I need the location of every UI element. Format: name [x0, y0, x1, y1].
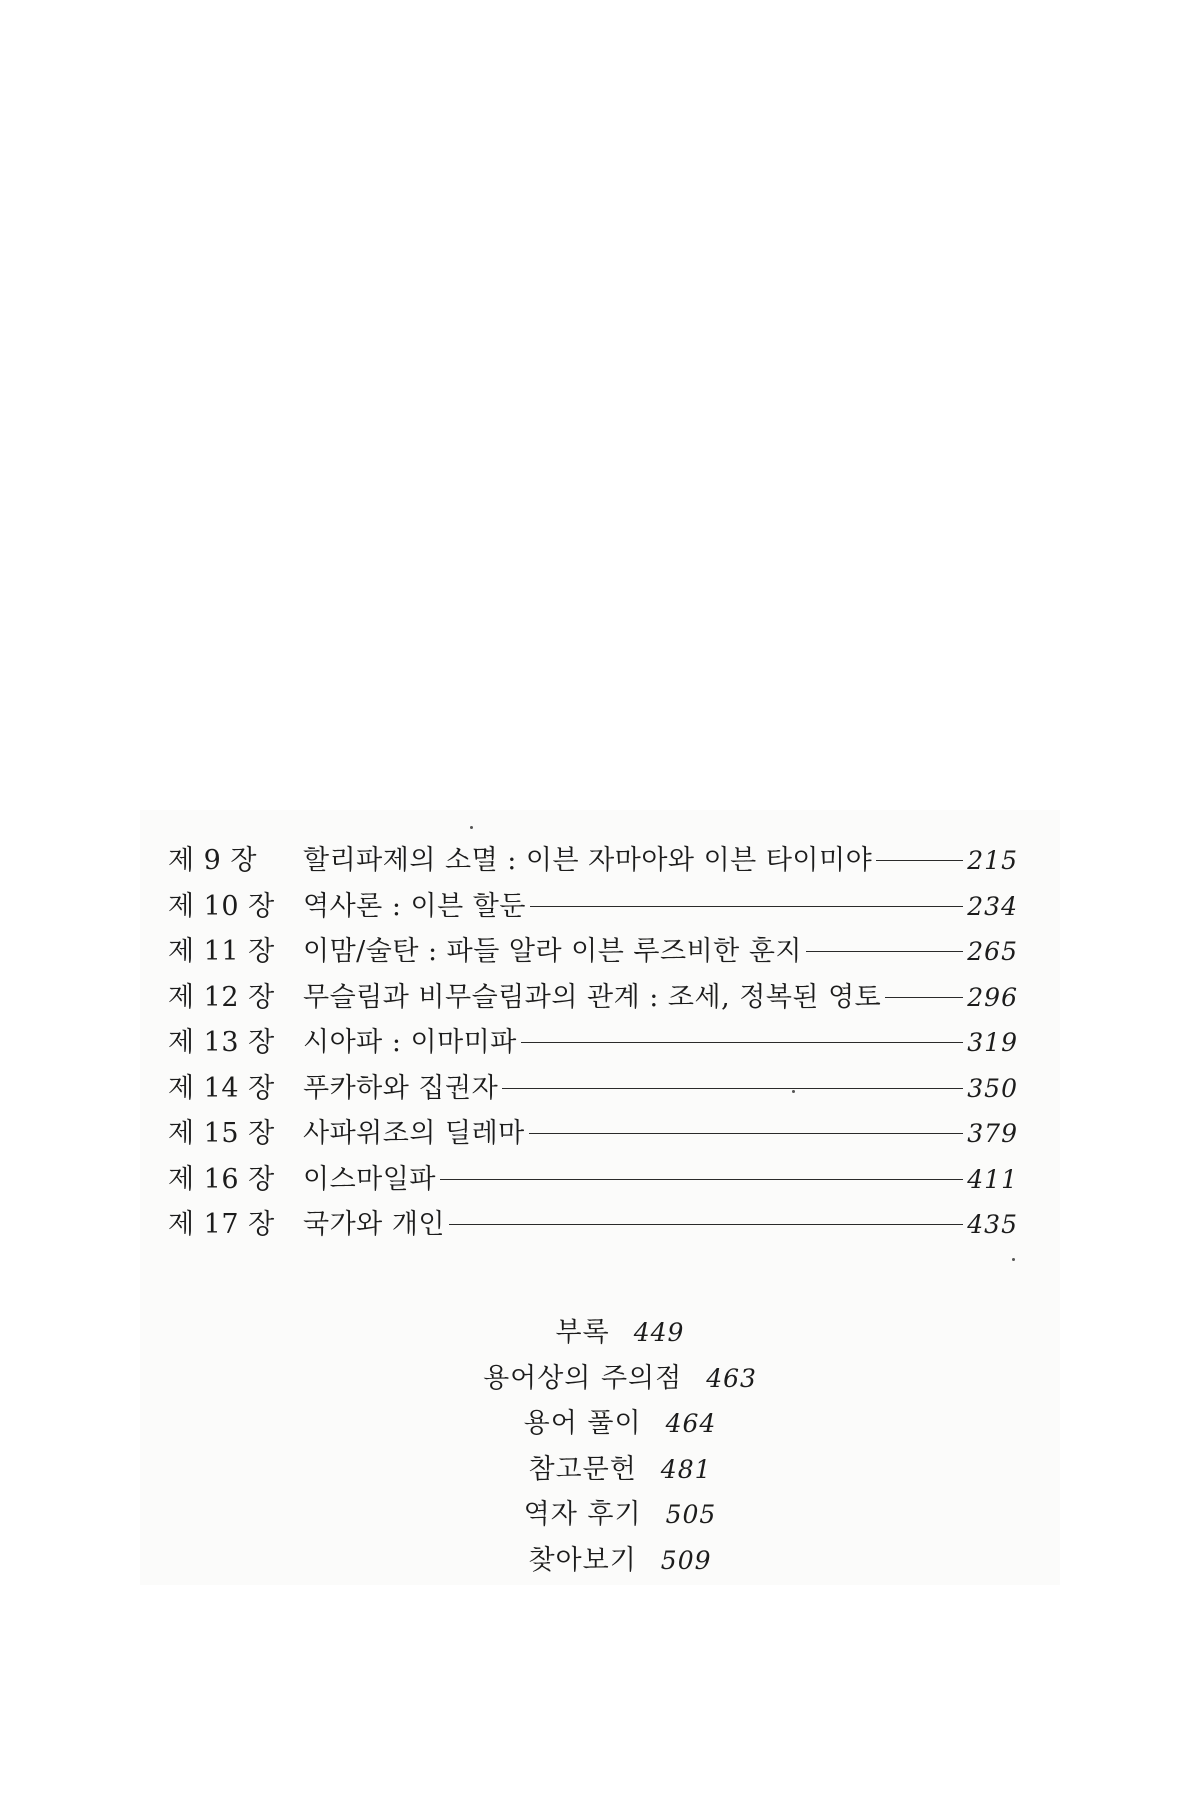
back-matter-entry	[350, 1447, 890, 1493]
toc-entry	[168, 1202, 1018, 1248]
chapter-title: 역사론 : 이븐 할둔	[303, 890, 526, 922]
toc-entry	[168, 1020, 1018, 1066]
table-of-contents	[168, 838, 1018, 1248]
page-number: 449	[633, 1318, 685, 1347]
page-number: 234	[967, 891, 1018, 921]
toc-entry	[168, 1066, 1018, 1112]
toc-entry	[168, 1157, 1018, 1203]
page-number: 319	[967, 1028, 1018, 1057]
chapter-title: 무슬림과 비무슬림과의 관계 : 조세, 정복된 영토	[303, 981, 882, 1013]
page-number: 411	[967, 1164, 1018, 1194]
scan-speck	[1012, 1258, 1015, 1261]
back-matter-list	[350, 1310, 890, 1583]
dot-leader	[521, 1042, 963, 1043]
back-matter-entry	[350, 1356, 890, 1402]
toc-entry	[168, 1111, 1018, 1157]
page-number: 296	[967, 982, 1018, 1012]
chapter-number: 제 9 장	[168, 845, 258, 876]
dot-leader	[876, 860, 963, 861]
chapter-number: 제 15 장	[168, 1118, 275, 1149]
chapter-title: 사파위조의 딜레마	[303, 1118, 525, 1149]
page-number: 464	[665, 1409, 717, 1438]
chapter-number: 제 11 장	[168, 936, 275, 967]
dot-leader	[502, 1088, 963, 1089]
toc-entry	[168, 838, 1018, 884]
chapter-title: 국가와 개인	[303, 1209, 445, 1240]
chapter-title: 이맘/술탄 : 파들 알라 이븐 루즈비한 훈지	[303, 936, 802, 967]
toc-entry	[168, 975, 1018, 1021]
back-matter-entry	[350, 1401, 890, 1447]
chapter-title: 시아파 : 이마미파	[303, 1027, 517, 1058]
back-matter-entry	[350, 1492, 890, 1538]
page-number: 481	[660, 1454, 712, 1484]
chapter-title: 푸카하와 집권자	[303, 1072, 499, 1104]
chapter-number: 제 17 장	[168, 1209, 275, 1240]
back-matter-label: 찾아보기	[528, 1544, 637, 1576]
page-number: 379	[967, 1119, 1018, 1148]
chapter-number: 제 14 장	[168, 1072, 275, 1104]
page-number: 215	[967, 846, 1018, 875]
dot-leader	[885, 997, 963, 998]
page-number: 350	[967, 1073, 1018, 1103]
back-matter-entry	[350, 1310, 890, 1356]
chapter-number: 제 12 장	[168, 981, 275, 1013]
dot-leader	[449, 1224, 963, 1225]
page-number: 435	[967, 1210, 1018, 1239]
chapter-number: 제 16 장	[168, 1163, 275, 1195]
dot-leader	[529, 1133, 964, 1134]
scan-speck	[470, 826, 473, 829]
back-matter-label: 용어상의 주의점	[483, 1362, 683, 1394]
toc-entry	[168, 929, 1018, 975]
back-matter-label: 역자 후기	[523, 1499, 642, 1530]
page-number: 509	[660, 1545, 712, 1575]
back-matter-label: 용어 풀이	[523, 1408, 642, 1439]
back-matter-label: 참고문헌	[528, 1453, 637, 1485]
chapter-number: 제 10 장	[168, 890, 275, 922]
dot-leader	[530, 906, 963, 907]
toc-entry	[168, 884, 1018, 930]
page-number: 505	[665, 1500, 717, 1529]
dot-leader	[440, 1179, 963, 1180]
chapter-number: 제 13 장	[168, 1027, 275, 1058]
back-matter-label: 부록	[555, 1317, 610, 1348]
chapter-title: 할리파제의 소멸 : 이븐 자마아와 이븐 타이미야	[303, 845, 873, 876]
page-number: 463	[706, 1363, 757, 1393]
dot-leader	[806, 951, 963, 952]
page-number: 265	[967, 937, 1018, 966]
chapter-title: 이스마일파	[303, 1163, 436, 1195]
back-matter-entry	[350, 1538, 890, 1584]
